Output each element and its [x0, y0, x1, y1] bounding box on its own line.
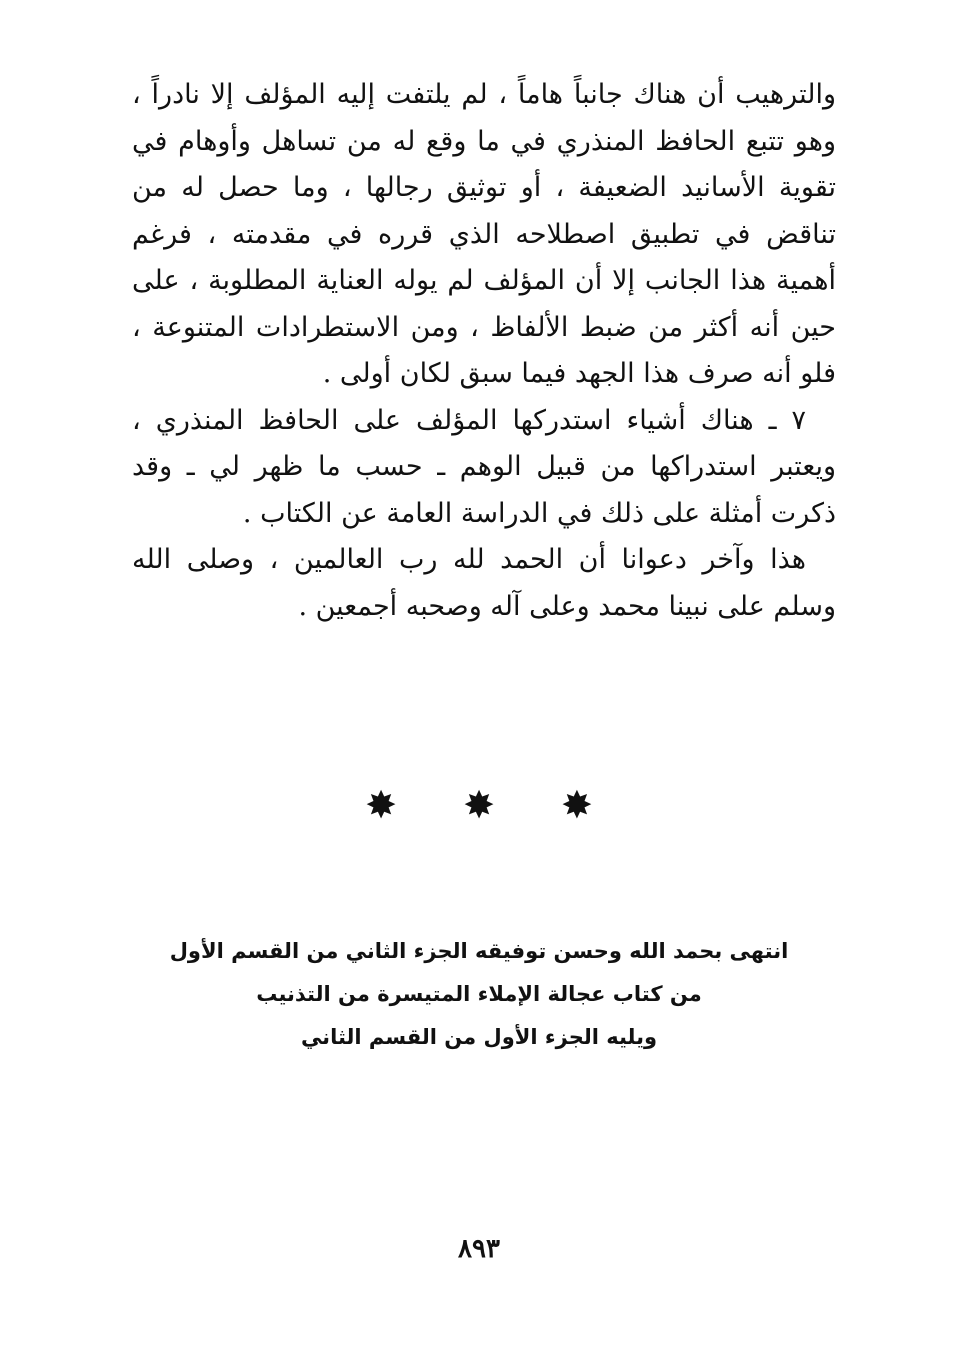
paragraph-continuation: والترهيب أن هناك جانباً هاماً ، لم يلتفت إليه المؤلف إلا نادراً ، وهو تتبع الحافظ المنذري في ما وقع له من تساهل وأوهام في تقوية الأسانيد الضعيفة ، أو توثيق رجالها ، وما حصل له من تناقض في تطبيق اصطلاحه الذي قرره في مقدمته ، فرغم أهمية هذا الجانب إلا أن المؤلف لم يوله العناية المطلوبة ، على حين أنه أكثر من ضبط الألفاظ ، ومن الاستطرادات المتنوعة ، فلو أنه صرف هذا الجهد فيما سبق لكان أولى . [132, 79, 836, 389]
paragraph-closing-prayer: هذا وآخر دعوانا أن الحمد لله رب العالمين ، وصلى الله وسلم على نبينا محمد وعلى آله وصحبه أجمعين . [132, 544, 836, 622]
colophon-line-3: ويليه الجزء الأول من القسم الثاني [300, 1025, 658, 1049]
star-ornament-icon: ✸ [561, 783, 593, 827]
page-number: ٨٩٣ [458, 1234, 500, 1264]
colophon-line-2: من كتاب عجالة الإملاء المتيسرة من التذنيب [256, 982, 702, 1006]
star-ornament-icon: ✸ [365, 783, 397, 827]
paragraph-point-7: ٧ ـ هناك أشياء استدركها المؤلف على الحافظ المنذري ، ويعتبر استدراكها من قبيل الوهم ـ حسب ما ظهر لي ـ وقد ذكرت أمثلة على ذلك في الدراسة العامة عن الكتاب . [132, 404, 836, 529]
colophon [0, 930, 958, 1059]
colophon-line-1: انتهى بحمد الله وحسن توفيقه الجزء الثاني من القسم الأول [169, 939, 789, 963]
body-text [132, 72, 836, 630]
section-divider-ornament [0, 780, 958, 830]
star-ornament-icon: ✸ [463, 783, 495, 827]
